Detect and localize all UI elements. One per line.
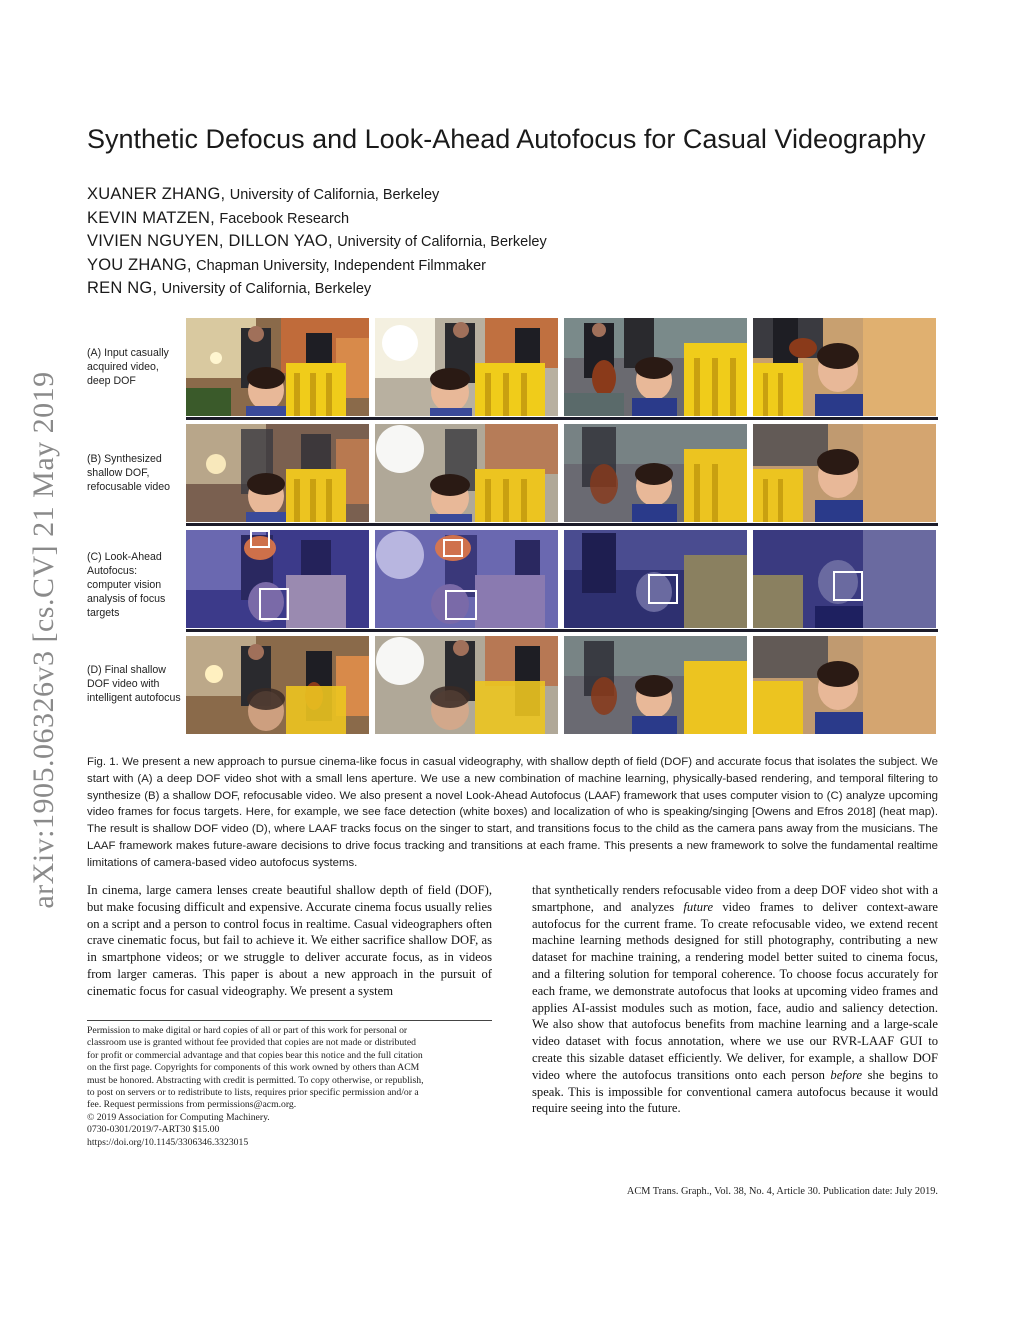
author-names: YOU ZHANG, [87,255,192,274]
video-frame [564,530,747,628]
author-affiliation: University of California, Berkeley [161,281,372,297]
row-label: (C) Look-Ahead Autofocus: computer vision analysis of focus targets [87,551,166,619]
body-text: that synthetically renders refocusable video from a deep DOF video shot with a smartphone, and analyzes [532,883,938,914]
video-frame [375,530,558,628]
row-label: (B) Synthesized shallow DOF, refocusable video [87,453,171,493]
figure-row-input [87,318,938,416]
author-line [87,254,947,278]
permission-notice [87,1025,492,1149]
row-frames [186,530,938,628]
video-frame [186,636,369,734]
teaser-figure [87,318,938,736]
figure-caption: Fig. 1. We present a new approach to pursue cinema-like focus in casual videography, with shallow depth of field (DOF) and accurate focus that isolates the subject. We start with (A) a deep DOF video shot with a small lens aperture. We use a new combination of machine learning, physically-based rendering, and temporal filtering to synthesize (B) a shallow DOF, refocusable video. We also present a novel Look-Ahead Autofocus (LAAF) framework that uses computer vision to (C) analyze upcoming video frames for focus targets. Here, for example, we see face detection (white boxes) and localization of who is speaking/singing [Owens and Efros 2018] (heat map). The result is shallow DOF video (D), where LAAF tracks focus on the singer to start, and transitions focus to the child as the camera pans away from the musicians. The LAAF framework makes future-aware decisions to drive focus tracking and transitions at each frame. This presents a new framework to solve the fundamental realtime limitations of camera-based video autofocus systems. [87,756,938,869]
video-frame [753,530,936,628]
author-line [87,277,947,301]
figure-row-analysis [87,530,938,628]
page-footer: ACM Trans. Graph., Vol. 38, No. 4, Article 30. Publication date: July 2019. [626,1186,938,1197]
body-text: video frames to deliver context-aware autofocus for the current frame. To create refocusable video, we extend recent machine learning methods designed for still photography, contributing a new dataset for machine training, a rendering model better suited to cinema focus, and a filtering solution for temporal coherence. To choose focus accurately for each frame, we demonstrate autofocus that looks at upcoming video frames and applies AI-assist modules such as motion, face, audio and saliency detection. We also show that autofocus benefits from machine learning and a large-scale video dataset with focus annotation, where we use our RVR-LAAF GUI to create this sizable dataset efficiently. We deliver, for example, a shallow DOF video where the autofocus transitions onto each person [532,899,938,1082]
face-detection-box [443,539,463,557]
row-frames [186,424,938,522]
body-column-right [532,882,938,1117]
doi-link[interactable]: https://doi.org/10.1145/3306346.3323015 [87,1136,249,1148]
row-separator [186,523,938,526]
author-affiliation: University of California, Berkeley [229,187,440,203]
face-detection-box [445,590,477,620]
footnote-rule [87,1020,492,1021]
figure-row-synthesized [87,424,938,522]
arxiv-stamp: arXiv:1905.06326v3 [cs.CV] 21 May 2019 [27,371,60,909]
row-frames [186,318,938,416]
video-frame [564,424,747,522]
row-separator [186,629,938,632]
video-frame [186,318,369,416]
permission-line: fee. Request permissions from permissions@acm.org. [87,1099,297,1111]
author-affiliation: Facebook Research [219,210,350,227]
author-line [87,230,947,254]
video-frame [564,318,747,416]
author-names: XUANER ZHANG, [87,185,226,203]
permission-line: must be honored. Abstracting with credit is permitted. To copy otherwise, or republish, [87,1074,424,1086]
video-frame [186,530,369,628]
paper-title: Synthetic Defocus and Look-Ahead Autofocus for Casual Videography [87,124,926,154]
author-names: VIVIEN NGUYEN, DILLON YAO, [87,232,333,250]
permission-line: on the first page. Copyrights for components of this work owned by others than ACM [87,1062,420,1074]
author-line [87,183,947,207]
video-frame [753,318,936,416]
video-frame [375,636,558,734]
body-emphasis: future [683,899,714,914]
face-detection-box [259,588,289,620]
video-frame [375,424,558,522]
row-separator [186,417,938,420]
video-frame [753,424,936,522]
video-frame [753,636,936,734]
face-detection-box [648,574,678,604]
body-column-left: In cinema, large camera lenses create beautiful shallow depth of field (DOF), but make focusing difficult and expensive. Accurate cinema focus usually relies on a script and a person to control focus in realtime. Casual videographers often crave cinematic focus, but fail to achieve it. We either sacrifice shallow DOF, as in smartphone videos; or we struggle to deliver accurate focus, as in videos from larger cameras. This paper is about a new approach in the pursuit of cinematic focus for casual videography. We present a system [87,883,492,998]
permission-line: to post on servers or to redistribute to lists, requires prior specific permission and/or a [87,1087,419,1099]
permission-line: for profit or commercial advantage and that copies bear this notice and the full citation [87,1049,423,1061]
face-detection-box [250,530,270,548]
author-affiliation: University of California, Berkeley [337,234,547,250]
author-list [87,183,947,301]
row-label: (A) Input casually acquired video, deep DOF [87,347,169,387]
permission-line: Permission to make digital or hard copies of all or part of this work for personal or [87,1025,408,1036]
body-emphasis: before [830,1067,863,1082]
video-frame [375,318,558,416]
video-frame [186,424,369,522]
row-label: (D) Final shallow DOF video with intelligent autofocus [87,664,181,704]
face-detection-box [833,571,863,601]
author-names: KEVIN MATZEN, [87,208,215,227]
author-names: REN NG, [87,279,158,297]
body-text: she begins to speak. This is impossible for conventional camera autofocus because it would require seeing into the future. [532,1067,938,1116]
video-frame [564,636,747,734]
author-line [87,207,947,231]
copyright-line: © 2019 Association for Computing Machinery. [87,1111,270,1123]
author-affiliation: Chapman University, Independent Filmmaker [196,257,486,274]
row-frames [186,636,938,734]
issn-line: 0730-0301/2019/7-ART30 $15.00 [87,1124,220,1136]
permission-line: classroom use is granted without fee provided that copies are not made or distributed [87,1037,417,1049]
figure-row-final [87,636,938,734]
